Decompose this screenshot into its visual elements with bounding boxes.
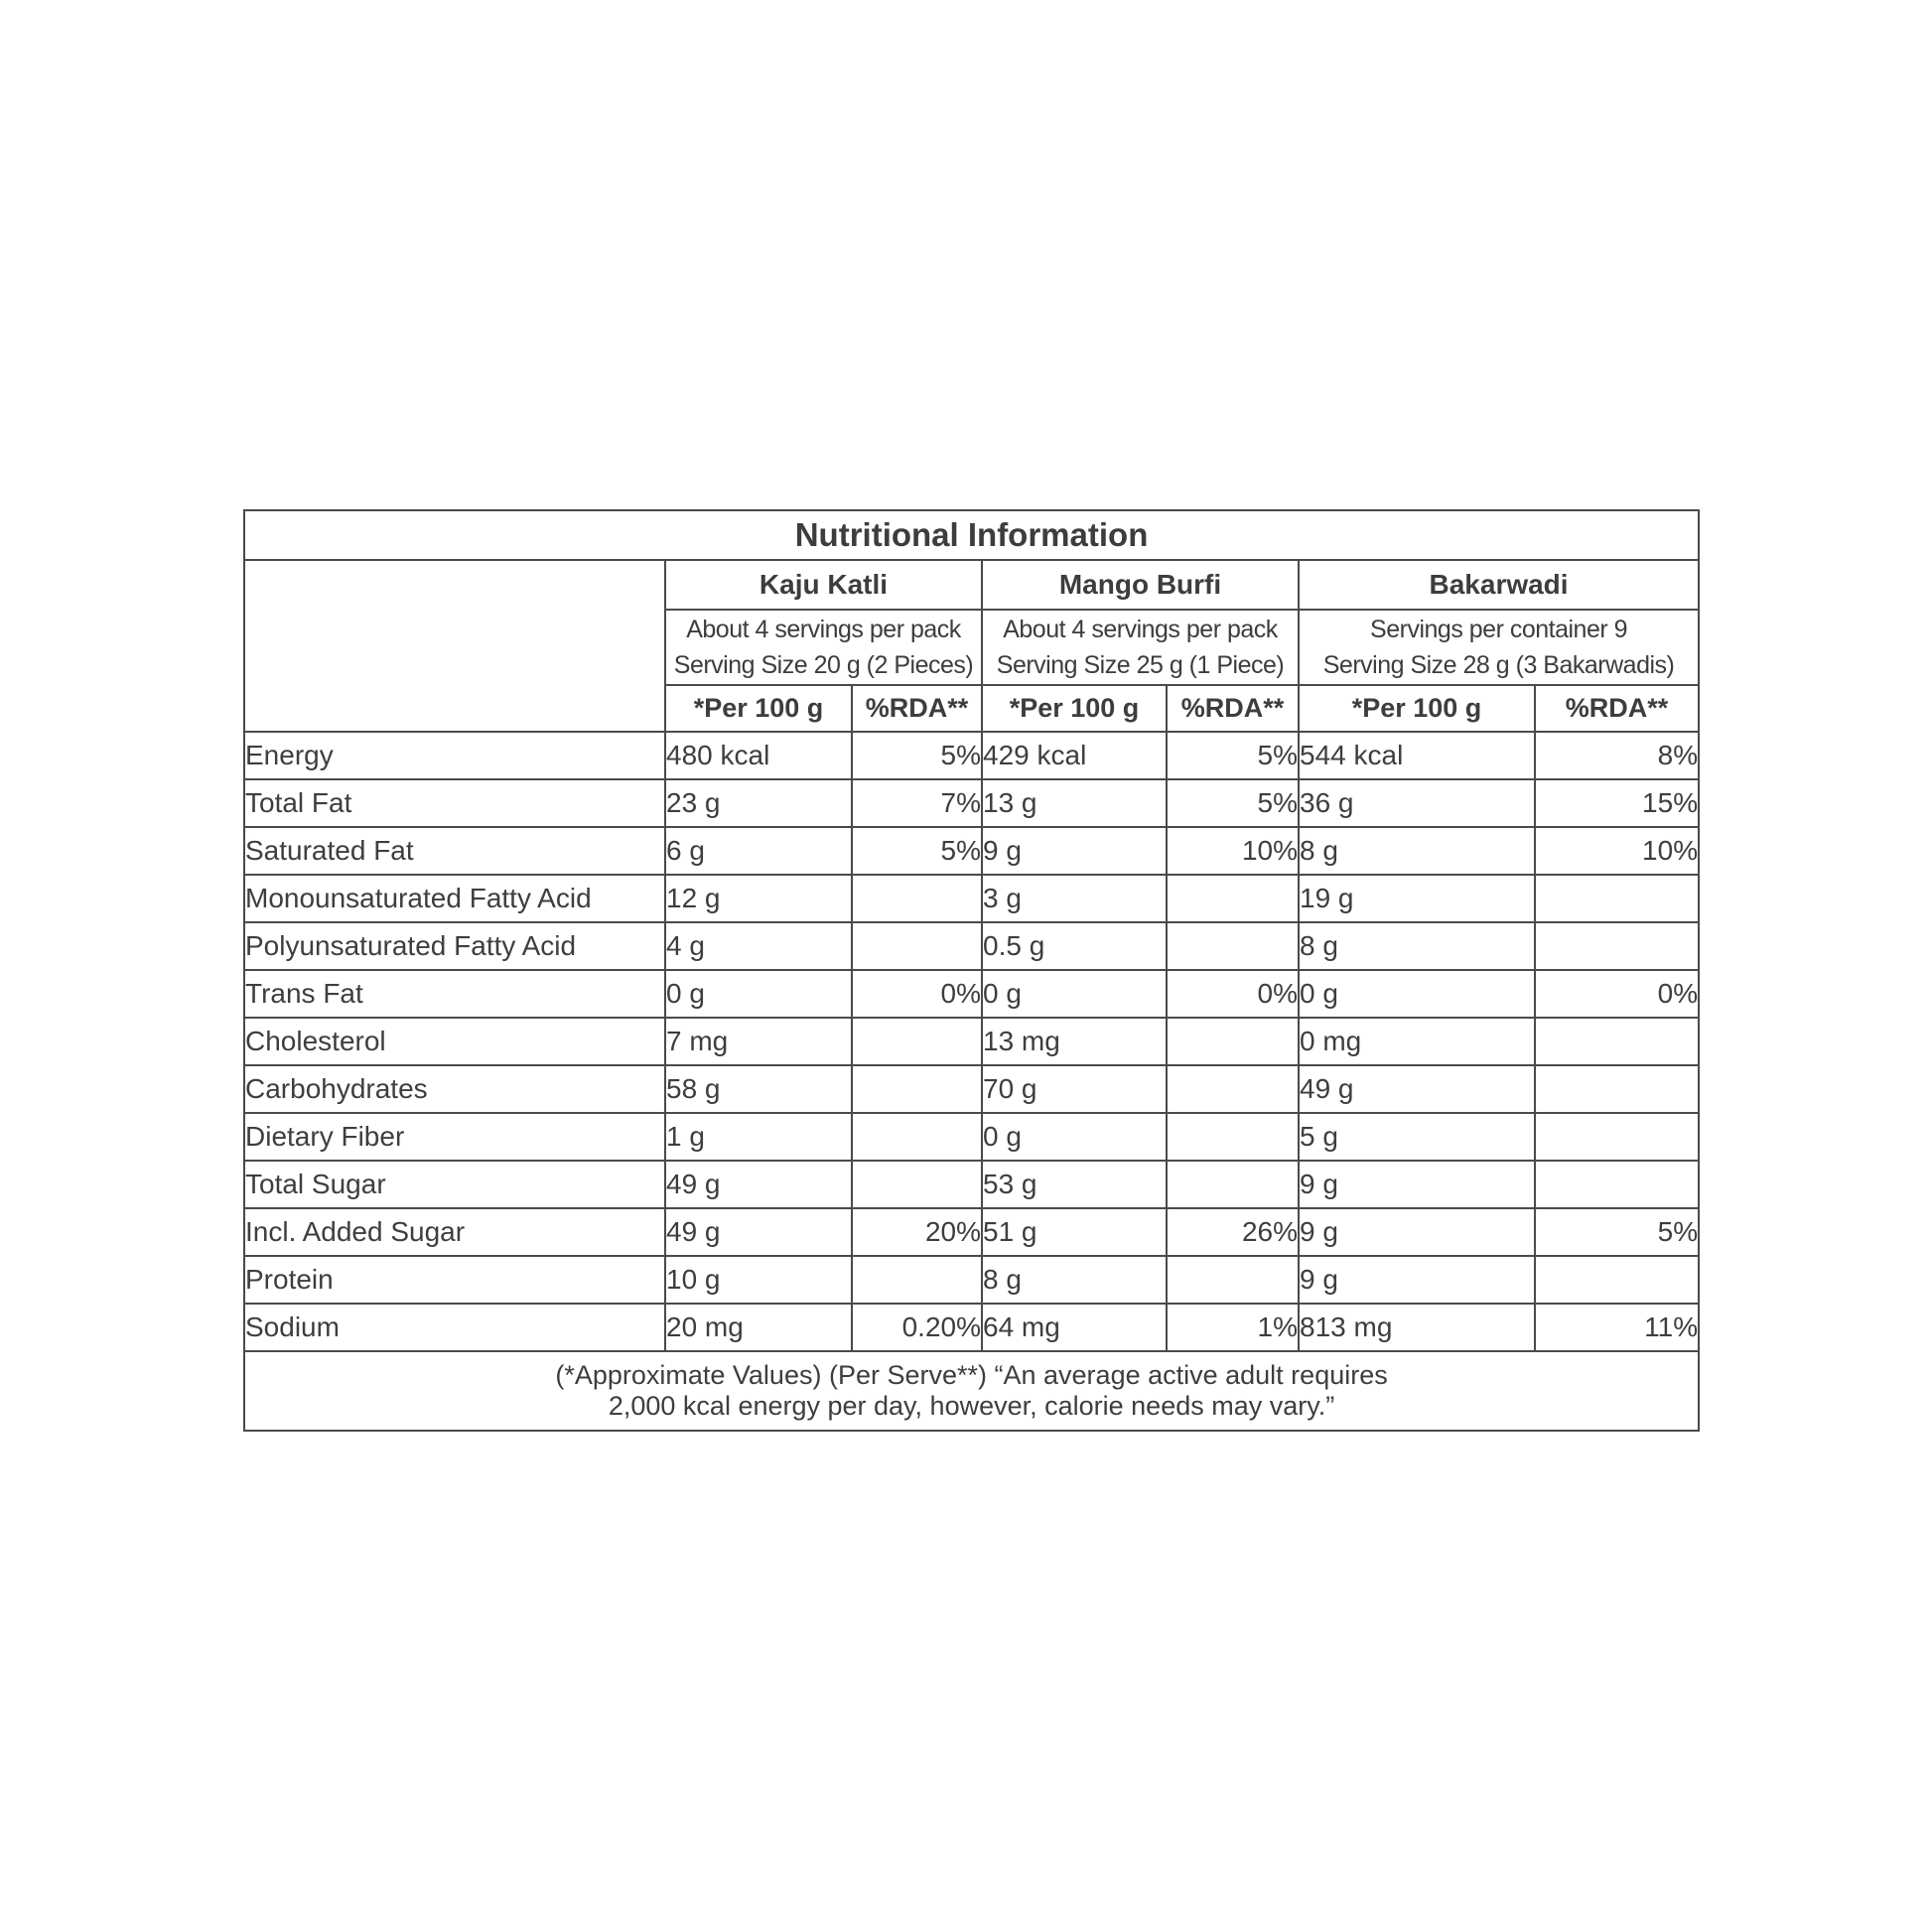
mango-burfi-per-100g: 64 mg [982, 1304, 1167, 1351]
table-row [244, 1065, 1699, 1113]
table-title: Nutritional Information [244, 510, 1699, 560]
mango-burfi-rda: 0% [1167, 970, 1299, 1018]
bakarwadi-rda: 10% [1535, 827, 1699, 875]
bakarwadi-per-100g: 8 g [1299, 827, 1535, 875]
mango-burfi-rda [1167, 1256, 1299, 1304]
kaju-katli-rda: 5% [852, 827, 982, 875]
nutrient-label: Total Sugar [244, 1161, 665, 1208]
bakarwadi-rda [1535, 1256, 1699, 1304]
mango-burfi-per-100g: 429 kcal [982, 732, 1167, 779]
mango-burfi-per-100g: 0 g [982, 1113, 1167, 1161]
kaju-katli-per-100g: 49 g [665, 1161, 852, 1208]
kaju-katli-rda: 7% [852, 779, 982, 827]
mango-burfi-rda [1167, 875, 1299, 922]
kaju-katli-rda [852, 1113, 982, 1161]
kaju-katli-per-100g: 1 g [665, 1113, 852, 1161]
bakarwadi-rda: 11% [1535, 1304, 1699, 1351]
footnote-line-2: 2,000 kcal energy per day, however, calorie needs may vary.” [608, 1391, 1335, 1421]
bakarwadi-rda [1535, 1161, 1699, 1208]
servings-per-container: Servings per container 9 [1370, 616, 1628, 643]
table-row [244, 1304, 1699, 1351]
mango-burfi-per-100g: 70 g [982, 1065, 1167, 1113]
kaju-katli-rda [852, 1161, 982, 1208]
serving-size: Serving Size 25 g (1 Piece) [996, 651, 1285, 679]
mango-burfi-rda: 1% [1167, 1304, 1299, 1351]
table-row [244, 875, 1699, 922]
nutrient-rows [244, 732, 1699, 1351]
nutrient-label: Incl. Added Sugar [244, 1208, 665, 1256]
nutrient-label: Protein [244, 1256, 665, 1304]
serving-size: Serving Size 28 g (3 Bakarwadis) [1322, 651, 1675, 679]
nutrient-label: Trans Fat [244, 970, 665, 1018]
nutrient-label: Energy [244, 732, 665, 779]
mango-burfi-per-100g: 3 g [982, 875, 1167, 922]
nutrient-label: Cholesterol [244, 1018, 665, 1065]
mango-burfi-per-100g: 8 g [982, 1256, 1167, 1304]
kaju-katli-per-100g: 7 mg [665, 1018, 852, 1065]
nutrition-table [243, 509, 1700, 1432]
bakarwadi-rda [1535, 1113, 1699, 1161]
kaju-katli-rda: 0% [852, 970, 982, 1018]
table-row [244, 827, 1699, 875]
nutrient-label: Saturated Fat [244, 827, 665, 875]
kaju-katli-rda [852, 1256, 982, 1304]
kaju-katli-rda: 20% [852, 1208, 982, 1256]
table-row [244, 970, 1699, 1018]
bakarwadi-per-100g: 544 kcal [1299, 732, 1535, 779]
nutrient-label: Carbohydrates [244, 1065, 665, 1113]
bakarwadi-per-100g: 19 g [1299, 875, 1535, 922]
kaju-katli-per-100g: 58 g [665, 1065, 852, 1113]
table-row [244, 1208, 1699, 1256]
table-row [244, 922, 1699, 970]
col-header-rda: %RDA** [1535, 685, 1699, 732]
serving-info-kaju-katli [665, 610, 982, 685]
col-header-per-100g: *Per 100 g [1299, 685, 1535, 732]
col-header-per-100g: *Per 100 g [982, 685, 1167, 732]
mango-burfi-per-100g: 0 g [982, 970, 1167, 1018]
mango-burfi-rda [1167, 922, 1299, 970]
mango-burfi-rda [1167, 1161, 1299, 1208]
footnote [244, 1351, 1699, 1431]
nutrient-label: Dietary Fiber [244, 1113, 665, 1161]
bakarwadi-rda [1535, 875, 1699, 922]
table-row [244, 1256, 1699, 1304]
serving-size: Serving Size 20 g (2 Pieces) [673, 651, 974, 679]
bakarwadi-per-100g: 0 mg [1299, 1018, 1535, 1065]
kaju-katli-per-100g: 4 g [665, 922, 852, 970]
mango-burfi-per-100g: 0.5 g [982, 922, 1167, 970]
mango-burfi-per-100g: 53 g [982, 1161, 1167, 1208]
nutrient-label: Sodium [244, 1304, 665, 1351]
header-blank-cell [244, 560, 665, 732]
servings-per-pack: About 4 servings per pack [686, 616, 961, 643]
bakarwadi-rda [1535, 922, 1699, 970]
bakarwadi-rda: 15% [1535, 779, 1699, 827]
table-row [244, 1018, 1699, 1065]
footnote-line-1: (*Approximate Values) (Per Serve**) “An average active adult requires [555, 1360, 1388, 1390]
mango-burfi-rda: 10% [1167, 827, 1299, 875]
bakarwadi-per-100g: 49 g [1299, 1065, 1535, 1113]
product-name-kaju-katli: Kaju Katli [665, 560, 982, 610]
nutrient-label: Monounsaturated Fatty Acid [244, 875, 665, 922]
mango-burfi-rda: 26% [1167, 1208, 1299, 1256]
kaju-katli-per-100g: 6 g [665, 827, 852, 875]
bakarwadi-per-100g: 5 g [1299, 1113, 1535, 1161]
nutrient-label: Total Fat [244, 779, 665, 827]
bakarwadi-per-100g: 0 g [1299, 970, 1535, 1018]
kaju-katli-rda [852, 1065, 982, 1113]
bakarwadi-per-100g: 8 g [1299, 922, 1535, 970]
mango-burfi-per-100g: 9 g [982, 827, 1167, 875]
mango-burfi-per-100g: 13 mg [982, 1018, 1167, 1065]
product-name-mango-burfi: Mango Burfi [982, 560, 1299, 610]
table-row [244, 779, 1699, 827]
kaju-katli-per-100g: 480 kcal [665, 732, 852, 779]
bakarwadi-per-100g: 9 g [1299, 1256, 1535, 1304]
kaju-katli-per-100g: 49 g [665, 1208, 852, 1256]
kaju-katli-rda: 5% [852, 732, 982, 779]
nutrient-label: Polyunsaturated Fatty Acid [244, 922, 665, 970]
table-row [244, 732, 1699, 779]
kaju-katli-rda: 0.20% [852, 1304, 982, 1351]
kaju-katli-rda [852, 922, 982, 970]
serving-info-bakarwadi [1299, 610, 1699, 685]
servings-per-pack: About 4 servings per pack [1003, 616, 1278, 643]
kaju-katli-per-100g: 0 g [665, 970, 852, 1018]
table-row [244, 1161, 1699, 1208]
kaju-katli-rda [852, 1018, 982, 1065]
mango-burfi-rda: 5% [1167, 732, 1299, 779]
bakarwadi-per-100g: 36 g [1299, 779, 1535, 827]
kaju-katli-per-100g: 10 g [665, 1256, 852, 1304]
bakarwadi-rda: 0% [1535, 970, 1699, 1018]
bakarwadi-rda: 8% [1535, 732, 1699, 779]
mango-burfi-per-100g: 13 g [982, 779, 1167, 827]
bakarwadi-per-100g: 9 g [1299, 1161, 1535, 1208]
bakarwadi-rda: 5% [1535, 1208, 1699, 1256]
kaju-katli-rda [852, 875, 982, 922]
kaju-katli-per-100g: 23 g [665, 779, 852, 827]
kaju-katli-per-100g: 12 g [665, 875, 852, 922]
kaju-katli-per-100g: 20 mg [665, 1304, 852, 1351]
col-header-rda: %RDA** [1167, 685, 1299, 732]
bakarwadi-per-100g: 813 mg [1299, 1304, 1535, 1351]
mango-burfi-rda: 5% [1167, 779, 1299, 827]
bakarwadi-rda [1535, 1018, 1699, 1065]
mango-burfi-per-100g: 51 g [982, 1208, 1167, 1256]
serving-info-mango-burfi [982, 610, 1299, 685]
mango-burfi-rda [1167, 1065, 1299, 1113]
bakarwadi-rda [1535, 1065, 1699, 1113]
mango-burfi-rda [1167, 1113, 1299, 1161]
col-header-per-100g: *Per 100 g [665, 685, 852, 732]
product-name-bakarwadi: Bakarwadi [1299, 560, 1699, 610]
col-header-rda: %RDA** [852, 685, 982, 732]
table-row [244, 1113, 1699, 1161]
bakarwadi-per-100g: 9 g [1299, 1208, 1535, 1256]
mango-burfi-rda [1167, 1018, 1299, 1065]
